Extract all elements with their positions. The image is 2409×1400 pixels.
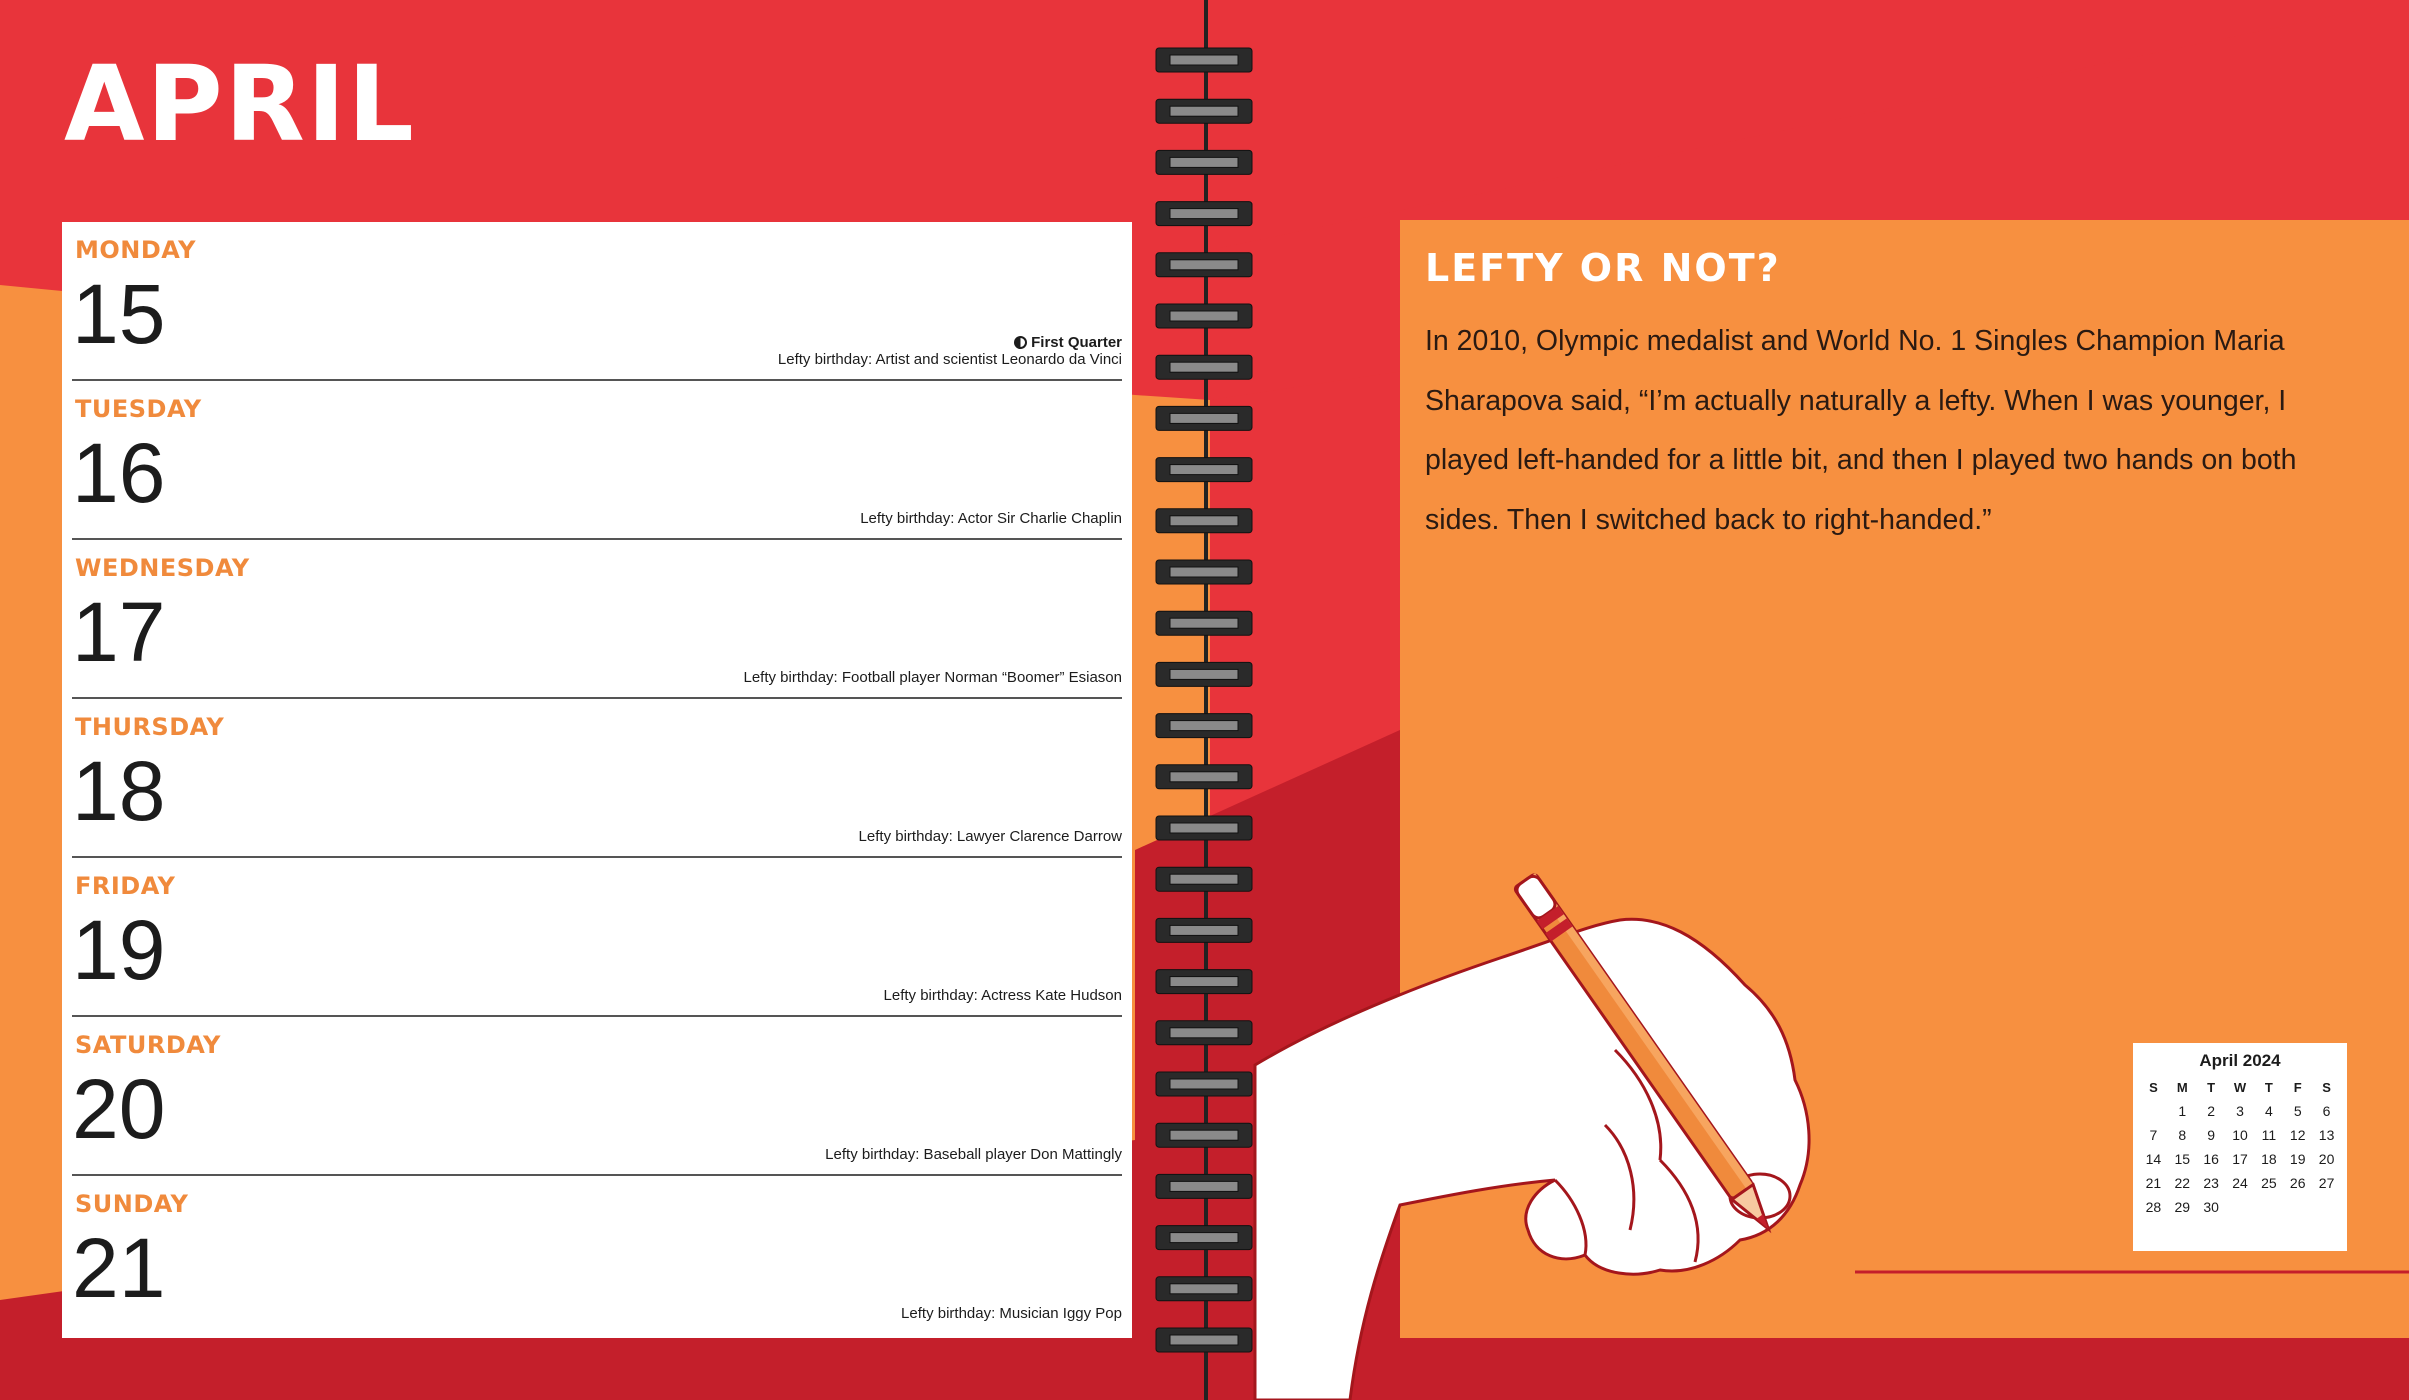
day-row-saturday[interactable]: [62, 1017, 1132, 1176]
calendar-day-cell[interactable]: 2: [2207, 1103, 2216, 1119]
birthday-note: Lefty birthday: Baseball player Don Mattingly: [825, 1146, 1122, 1163]
mini-calendar-grid: [2139, 1077, 2341, 1218]
day-name: MONDAY: [75, 236, 196, 264]
day-number: 16: [72, 426, 166, 520]
spiral-coil: [1156, 304, 1252, 328]
calendar-day-cell[interactable]: 4: [2264, 1103, 2273, 1119]
calendar-day-cell[interactable]: 9: [2207, 1127, 2216, 1143]
birthday-note: Lefty birthday: Lawyer Clarence Darrow: [858, 828, 1122, 845]
calendar-day-cell[interactable]: 28: [2145, 1199, 2162, 1215]
day-number: 21: [72, 1221, 166, 1315]
day-name: TUESDAY: [75, 395, 202, 423]
day-number: 20: [72, 1062, 166, 1156]
spiral-coil: [1156, 662, 1252, 686]
spiral-coil: [1156, 918, 1252, 942]
spiral-coil: [1156, 355, 1252, 379]
calendar-day-cell[interactable]: 17: [2232, 1151, 2248, 1167]
calendar-day-cell: [2139, 1101, 2168, 1122]
week-days-panel: [62, 222, 1132, 1338]
spiral-coil: [1156, 202, 1252, 226]
spiral-coil: [1156, 1277, 1252, 1301]
calendar-day-cell: [2254, 1197, 2283, 1218]
spiral-coil: [1156, 560, 1252, 584]
day-row-tuesday[interactable]: [62, 381, 1132, 540]
calendar-day-cell[interactable]: 22: [2174, 1175, 2191, 1191]
calendar-day-cell[interactable]: 10: [2232, 1127, 2248, 1143]
day-name: THURSDAY: [75, 713, 225, 741]
moon-phase-note: [1014, 334, 1122, 351]
calendar-day-cell[interactable]: 15: [2174, 1151, 2191, 1167]
month-title: APRIL: [64, 43, 416, 165]
moon-phase-label: First Quarter: [1031, 334, 1122, 351]
birthday-note: Lefty birthday: Football player Norman “Boomer” Esiason: [743, 669, 1122, 686]
spiral-coil: [1156, 150, 1252, 174]
mini-calendar: [2133, 1043, 2347, 1251]
calendar-day-cell[interactable]: 13: [2318, 1127, 2335, 1143]
calendar-day-cell[interactable]: 21: [2145, 1175, 2162, 1191]
day-row-wednesday[interactable]: [62, 540, 1132, 699]
spiral-coil: [1156, 253, 1252, 277]
spiral-coil: [1156, 970, 1252, 994]
spiral-coil: [1156, 509, 1252, 533]
calendar-day-cell[interactable]: 23: [2203, 1175, 2219, 1191]
calendar-day-cell[interactable]: 26: [2289, 1175, 2306, 1191]
calendar-day-cell[interactable]: 18: [2261, 1151, 2277, 1167]
weekday-header: S: [2149, 1080, 2158, 1095]
calendar-day-cell: [2283, 1197, 2312, 1218]
day-number: 19: [72, 903, 166, 997]
calendar-day-cell[interactable]: 16: [2203, 1151, 2219, 1167]
weekday-header: S: [2322, 1080, 2331, 1095]
weekday-header: T: [2207, 1080, 2216, 1095]
spiral-coil: [1156, 611, 1252, 635]
day-name: FRIDAY: [75, 872, 176, 900]
weekday-header: F: [2293, 1080, 2302, 1095]
day-number: 15: [72, 267, 166, 361]
calendar-day-cell[interactable]: 1: [2178, 1103, 2187, 1119]
spiral-coil: [1156, 458, 1252, 482]
spiral-coil: [1156, 1123, 1252, 1147]
calendar-day-cell[interactable]: 27: [2318, 1175, 2335, 1191]
birthday-note: Lefty birthday: Artist and scientist Leonardo da Vinci: [777, 351, 1122, 368]
calendar-day-cell[interactable]: 5: [2293, 1103, 2302, 1119]
calendar-day-cell[interactable]: 19: [2289, 1151, 2306, 1167]
fact-title: LEFTY OR NOT?: [1425, 246, 1781, 290]
calendar-day-cell[interactable]: 6: [2322, 1103, 2331, 1119]
calendar-day-cell[interactable]: 24: [2232, 1175, 2248, 1191]
spiral-coil: [1156, 1072, 1252, 1096]
birthday-note: Lefty birthday: Actor Sir Charlie Chaplin: [860, 510, 1122, 527]
spiral-coil: [1156, 867, 1252, 891]
mini-calendar-title: April 2024: [2199, 1051, 2281, 1070]
spiral-coil: [1156, 816, 1252, 840]
day-name: WEDNESDAY: [75, 554, 250, 582]
spiral-coil: [1156, 1328, 1252, 1352]
calendar-day-cell[interactable]: 14: [2145, 1151, 2162, 1167]
day-row-friday[interactable]: [62, 858, 1132, 1017]
calendar-day-cell[interactable]: 3: [2236, 1103, 2244, 1119]
day-name: SUNDAY: [75, 1190, 189, 1218]
calendar-day-cell: [2312, 1197, 2341, 1218]
calendar-day-cell[interactable]: 11: [2261, 1127, 2277, 1143]
calendar-day-cell[interactable]: 30: [2203, 1199, 2219, 1215]
spiral-coil: [1156, 48, 1252, 72]
day-row-thursday[interactable]: [62, 699, 1132, 858]
weekday-header: T: [2264, 1080, 2273, 1095]
day-name: SATURDAY: [75, 1031, 221, 1059]
spiral-coil: [1156, 406, 1252, 430]
spiral-coil: [1156, 1021, 1252, 1045]
birthday-note: Lefty birthday: Musician Iggy Pop: [901, 1305, 1122, 1322]
spiral-coil: [1156, 714, 1252, 738]
day-row-sunday[interactable]: [62, 1176, 1132, 1335]
calendar-day-cell[interactable]: 7: [2149, 1127, 2158, 1143]
spiral-coil: [1156, 99, 1252, 123]
moon-first-quarter-icon: [1014, 336, 1027, 349]
calendar-day-cell[interactable]: 29: [2174, 1199, 2191, 1215]
birthday-note: Lefty birthday: Actress Kate Hudson: [883, 987, 1122, 1004]
spiral-coil: [1156, 765, 1252, 789]
spiral-binding: [1150, 0, 1260, 1400]
calendar-day-cell[interactable]: 8: [2178, 1127, 2187, 1143]
calendar-day-cell[interactable]: 20: [2318, 1151, 2335, 1167]
weekday-header: M: [2176, 1080, 2188, 1095]
calendar-day-cell[interactable]: 25: [2261, 1175, 2277, 1191]
calendar-day-cell[interactable]: 12: [2289, 1127, 2306, 1143]
day-number: 18: [72, 744, 166, 838]
day-number: 17: [72, 585, 166, 679]
calendar-day-cell: [2226, 1197, 2255, 1218]
day-row-monday[interactable]: [62, 222, 1132, 381]
fact-body: In 2010, Olympic medalist and World No. 1 Singles Champion Maria Sharapova said, “I’m actually naturally a lefty. When I was younger, I played left-handed for a little bit, and then I played two hands on both sides. Then I switched back to right-handed.”: [1425, 325, 2297, 536]
spiral-coil: [1156, 1226, 1252, 1250]
spiral-coil: [1156, 1174, 1252, 1198]
weekday-header: W: [2233, 1080, 2247, 1095]
